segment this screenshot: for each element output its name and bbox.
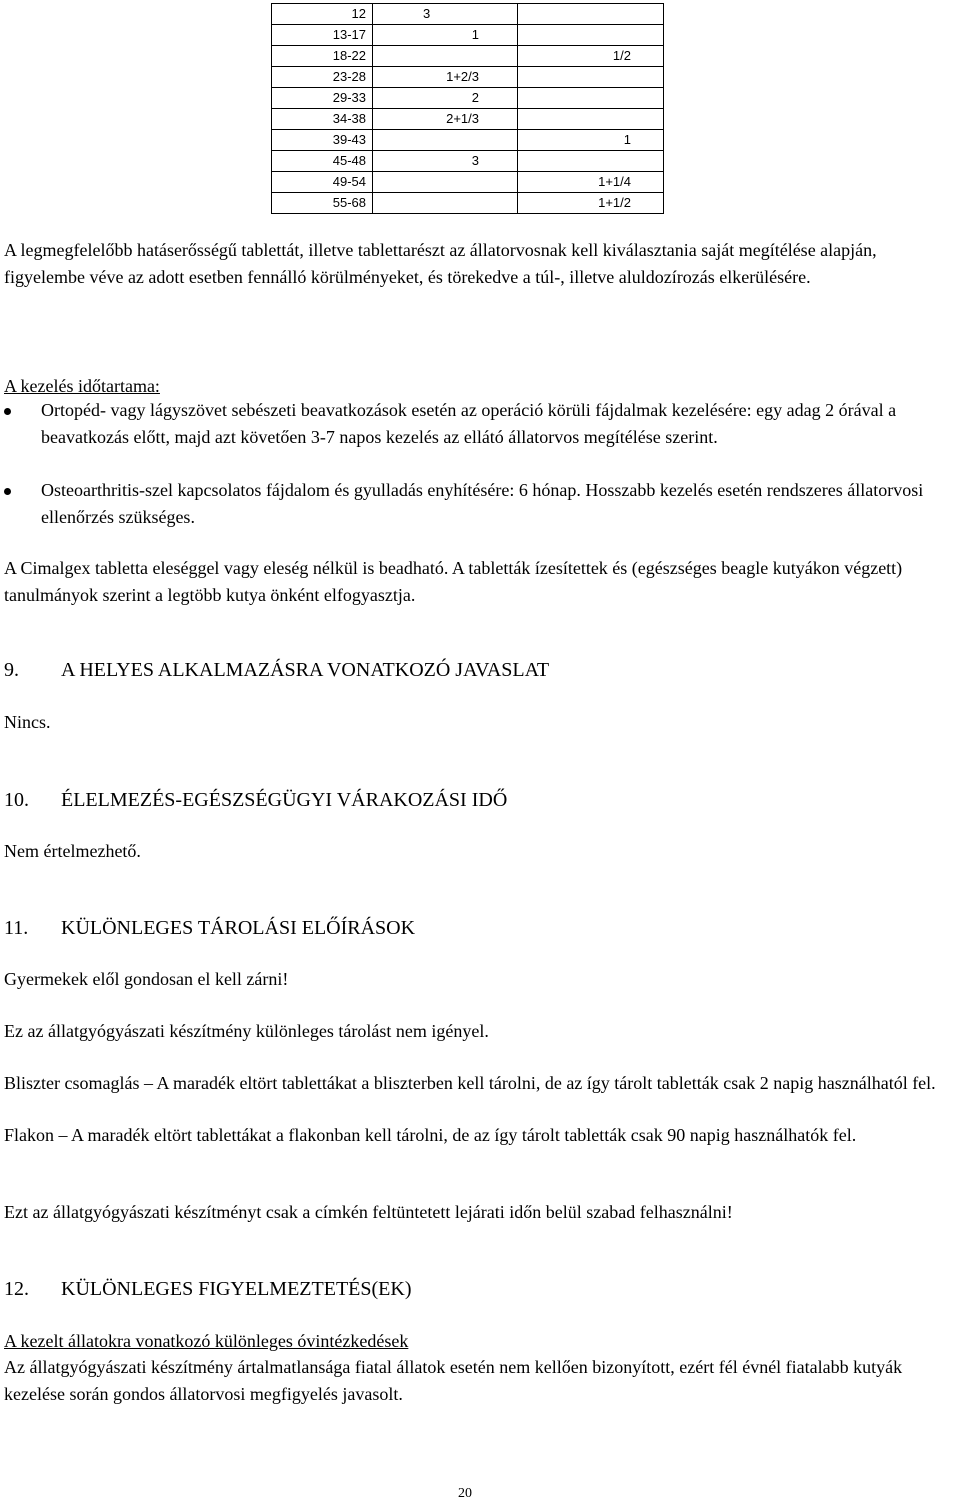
table-cell — [373, 46, 518, 67]
section-number: 11. — [4, 917, 29, 939]
section-9-heading — [4, 657, 549, 684]
table-row — [272, 172, 664, 193]
duration-bullet-text: Ortopéd- vagy lágyszövet sebészeti beavatkozások esetén az operáció körüli fájdalmak kezelésére: egy adag 2 órával a beavatkozás előtt, majd azt követően 3-7 napos kezelés az ellátó állatorvos megítélése szerint. — [41, 400, 897, 447]
section-title: A HELYES ALKALMAZÁSRA VONATKOZÓ JAVASLAT — [61, 659, 550, 681]
table-row — [272, 88, 664, 109]
table-cell: 2 — [373, 88, 518, 109]
table-cell — [373, 130, 518, 151]
section-11-paragraph-3: Bliszter csomaglás – A maradék eltört tablettákat a bliszterben kell tárolni, de az így tárolt tabletták csak 2 napig használhatól fel. — [4, 1073, 936, 1093]
intro-paragraph: A legmegfelelőbb hatáserősségű tablettát, illetve tablettarészt az állatorvosnak kell kiválasztania saját megítélése alapján, figyelembe véve az adott esetben fennálló körülményeket, és törekedve a túl-, illetve aluldozírozás elkerülésére. — [4, 240, 877, 287]
table-row — [272, 25, 664, 46]
table-cell: 1+1/2 — [518, 193, 664, 214]
duration-heading: A kezelés időtartama: — [4, 376, 160, 396]
table-row — [272, 4, 664, 25]
section-title: ÉLELMEZÉS-EGÉSZSÉGÜGYI VÁRAKOZÁSI IDŐ — [61, 789, 508, 811]
table-cell — [518, 67, 664, 88]
section-number: 9. — [4, 659, 19, 681]
table-cell: 3 — [373, 151, 518, 172]
table-cell: 1 — [518, 130, 664, 151]
table-cell: 2+1/3 — [373, 109, 518, 130]
table-cell: 1/2 — [518, 46, 664, 67]
table-cell: 45-48 — [272, 151, 373, 172]
table-cell: 18-22 — [272, 46, 373, 67]
table-row — [272, 130, 664, 151]
feeding-paragraph: A Cimalgex tabletta eleséggel vagy eleség nélkül is beadható. A tabletták ízesítettek és (egészséges beagle kutyákon végzett) tanulmányok szerint a legtöbb kutya önként elfogyasztja. — [4, 558, 903, 605]
section-9-body: Nincs. — [4, 712, 51, 732]
table-cell: 39-43 — [272, 130, 373, 151]
section-10-heading — [4, 787, 507, 814]
table-cell: 3 — [373, 4, 518, 25]
section-11-paragraph-5: Ezt az állatgyógyászati készítményt csak a címkén feltüntetett lejárati időn belül szabad felhasználni! — [4, 1202, 733, 1222]
table-cell — [518, 88, 664, 109]
section-10-body: Nem értelmezhető. — [4, 841, 141, 861]
table-cell: 49-54 — [272, 172, 373, 193]
table-cell: 13-17 — [272, 25, 373, 46]
section-11-paragraph-4: Flakon – A maradék eltört tablettákat a flakonban kell tárolni, de az így tárolt tabletták csak 90 napig használhatók fel. — [4, 1125, 857, 1145]
section-title: KÜLÖNLEGES FIGYELMEZTETÉS(EK) — [61, 1278, 412, 1300]
section-11-paragraph-1: Gyermekek elől gondosan el kell zárni! — [4, 969, 289, 989]
table-cell — [373, 193, 518, 214]
table-row — [272, 109, 664, 130]
duration-bullet-text: Osteoarthritis-szel kapcsolatos fájdalom és gyulladás enyhítésére: 6 hónap. Hosszabb kezelés esetén rendszeres állatorvosi ellenőrzés szükséges. — [41, 480, 924, 527]
section-12-body: Az állatgyógyászati készítmény ártalmatlansága fiatal állatok esetén nem kellően bizonyított, ezért fél évnél fiatalabb kutyák kezelése során gondos állatorvosi megfigyelés javasolt. — [4, 1357, 903, 1404]
table-cell: 1+2/3 — [373, 67, 518, 88]
bullet-icon — [4, 488, 11, 495]
duration-bullet-2 — [4, 477, 954, 531]
section-title: KÜLÖNLEGES TÁROLÁSI ELŐÍRÁSOK — [61, 917, 416, 939]
page-number: 20 — [458, 1486, 472, 1501]
section-11-paragraph-2: Ez az állatgyógyászati készítmény különleges tárolást nem igényel. — [4, 1021, 489, 1041]
dosage-table-body — [272, 4, 664, 214]
section-11-heading — [4, 915, 415, 942]
table-cell — [518, 25, 664, 46]
dosage-table — [271, 3, 664, 214]
table-cell: 1 — [373, 25, 518, 46]
section-12-subheading: A kezelt állatokra vonatkozó különleges óvintézkedések — [4, 1331, 409, 1351]
table-cell: 34-38 — [272, 109, 373, 130]
bullet-icon — [4, 408, 11, 415]
table-cell — [518, 109, 664, 130]
table-cell: 55-68 — [272, 193, 373, 214]
section-12-heading — [4, 1276, 412, 1303]
table-row — [272, 193, 664, 214]
table-cell: 29-33 — [272, 88, 373, 109]
table-cell — [518, 4, 664, 25]
section-number: 10. — [4, 789, 29, 811]
table-cell — [373, 172, 518, 193]
section-number: 12. — [4, 1278, 29, 1300]
table-row — [272, 67, 664, 88]
table-row — [272, 46, 664, 67]
table-cell: 12 — [272, 4, 373, 25]
duration-bullet-1 — [4, 397, 954, 451]
table-cell: 23-28 — [272, 67, 373, 88]
table-cell: 1+1/4 — [518, 172, 664, 193]
table-row — [272, 151, 664, 172]
table-cell — [518, 151, 664, 172]
